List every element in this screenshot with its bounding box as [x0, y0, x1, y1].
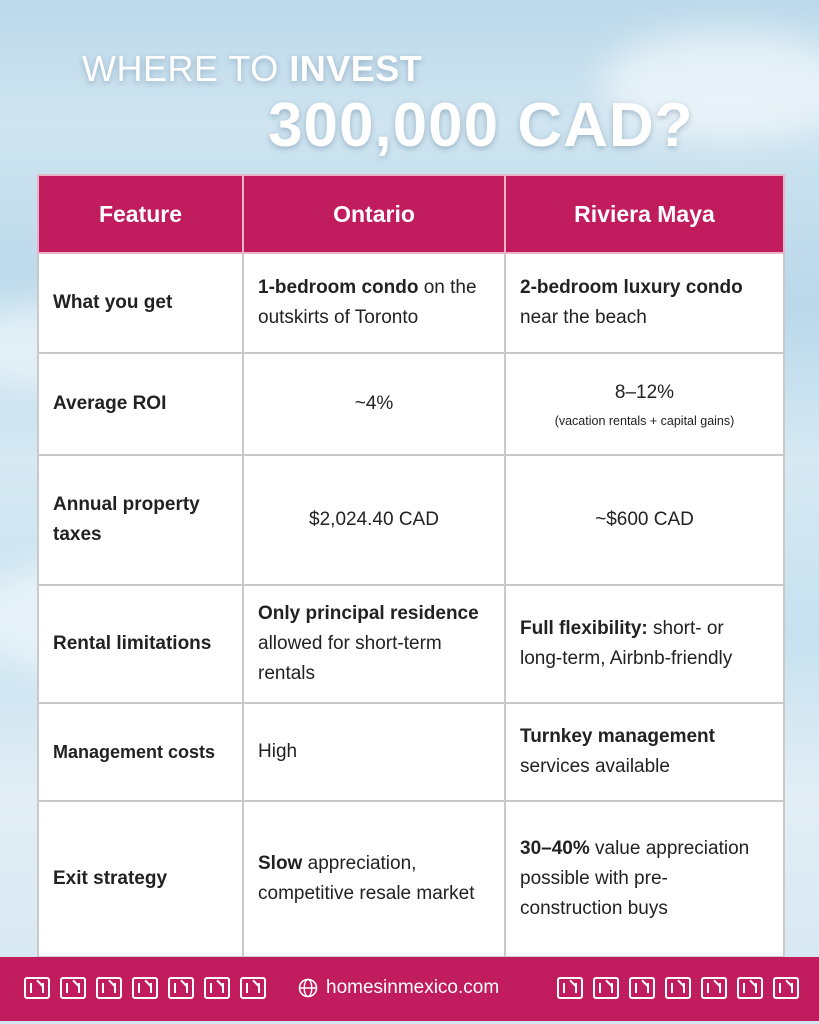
mexican-pattern-icon [204, 977, 230, 999]
mexican-pattern-icon [593, 977, 619, 999]
feature-label: Rental limitations [38, 585, 243, 703]
riviera-cell [505, 353, 784, 455]
mexican-pattern-icon [773, 977, 799, 999]
riviera-roi-note: (vacation rentals + capital gains) [554, 414, 735, 428]
ontario-cell: $2,024.40 CAD [243, 455, 505, 585]
globe-icon [298, 978, 318, 998]
riviera-cell: ~$600 CAD [505, 455, 784, 585]
mexican-pattern-icon [60, 977, 86, 999]
ontario-cell: Only principal residence allowed for short-term rentals [243, 585, 505, 703]
riviera-cell: Full flexibility: short- or long-term, Airbnb-friendly [505, 585, 784, 703]
header-feature: Feature [38, 175, 243, 253]
ontario-cell: High [243, 703, 505, 801]
feature-label: What you get [38, 253, 243, 353]
mexican-pattern-icon [240, 977, 266, 999]
header-riviera-maya: Riviera Maya [505, 175, 784, 253]
mexican-pattern-icon [665, 977, 691, 999]
website-link[interactable] [298, 977, 499, 999]
riviera-cell: Turnkey management services available [505, 703, 784, 801]
header-ontario: Ontario [243, 175, 505, 253]
footer-bar [0, 957, 819, 1021]
mexican-pattern-icon [168, 977, 194, 999]
title-line-2: 300,000 CAD? [268, 91, 694, 160]
mexican-pattern-icon [737, 977, 763, 999]
mexican-pattern-icon [557, 977, 583, 999]
table-header-row [38, 175, 784, 253]
ontario-cell: 1-bedroom condo on the outskirts of Toronto [243, 253, 505, 353]
feature-label: Exit strategy [38, 801, 243, 957]
riviera-roi-value: 8–12% [614, 382, 675, 403]
table-row [38, 703, 784, 801]
table-row [38, 353, 784, 455]
footer-pattern-left [24, 977, 266, 999]
table-row [38, 585, 784, 703]
website-text: homesinmexico.com [326, 977, 500, 998]
table-row [38, 801, 784, 957]
mexican-pattern-icon [701, 977, 727, 999]
footer-pattern-right [557, 977, 799, 999]
feature-label: Average ROI [38, 353, 243, 455]
riviera-cell: 2-bedroom luxury condo near the beach [505, 253, 784, 353]
table-row [38, 455, 784, 585]
mexican-pattern-icon [24, 977, 50, 999]
feature-label: Management costs [38, 703, 243, 801]
ontario-cell: Slow appreciation, competitive resale market [243, 801, 505, 957]
ontario-cell: ~4% [243, 353, 505, 455]
title-line-1: WHERE TO INVEST [82, 48, 423, 89]
feature-label: Annual property taxes [38, 455, 243, 585]
riviera-cell: 30–40% value appreciation possible with pre-construction buys [505, 801, 784, 957]
table-row [38, 253, 784, 353]
mexican-pattern-icon [629, 977, 655, 999]
mexican-pattern-icon [132, 977, 158, 999]
mexican-pattern-icon [96, 977, 122, 999]
comparison-table [37, 174, 785, 958]
